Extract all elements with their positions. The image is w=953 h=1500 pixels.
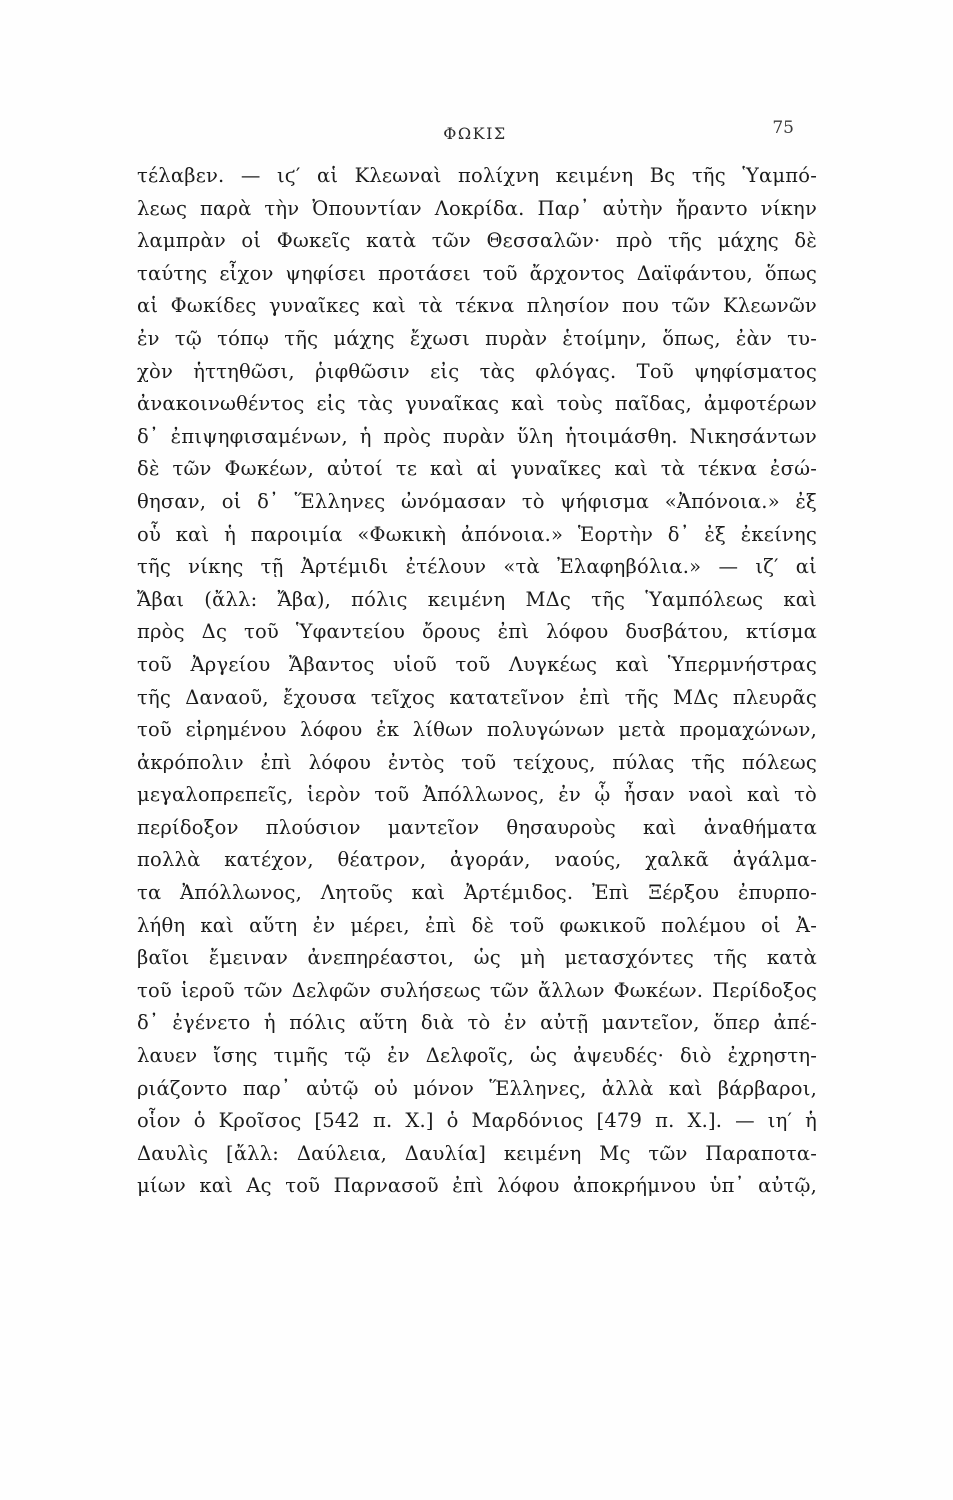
- text-line: λήθη καὶ αὕτη ἐν μέρει, ἐπὶ δὲ τοῦ φωκικοῦ πολέμου οἱ Ἀ-: [137, 913, 817, 937]
- text-line: ριάζοντο παρ᾽ αὐτῷ οὐ μόνον Ἕλληνες, ἀλλὰ καὶ βάρβαροι,: [137, 1076, 817, 1100]
- text-line: τοῦ Ἀργείου Ἄβαντος υἱοῦ τοῦ Λυγκέως καὶ Ὑπερμνήστρας: [137, 652, 817, 676]
- running-head: [150, 118, 800, 148]
- text-line: αἱ Φωκίδες γυναῖκες καὶ τὰ τέκνα πλησίον που τῶν Κλεωνῶν: [137, 294, 817, 318]
- text-line: τοῦ ἱεροῦ τῶν Δελφῶν συλήσεως τῶν ἄλλων Φωκέων. Περίδοξος: [137, 978, 817, 1002]
- text-line: βαῖοι ἔμειναν ἀνεπηρέαστοι, ὡς μὴ μετασχόντες τῆς κατὰ: [137, 946, 817, 970]
- text-line: τέλαβεν. — ιϛ′ αἱ Κλεωναὶ πολίχνη κειμένη Βς τῆς Ὑαμπό-: [137, 164, 817, 187]
- text-line: χὸν ἡττηθῶσι, ῥιφθῶσιν εἰς τὰς φλόγας. Τοῦ ψηφίσματος: [137, 359, 817, 383]
- text-line: ἀνακοινωθέντος εἰς τὰς γυναῖκας καὶ τοὺς παῖδας, ἀμφοτέρων: [137, 392, 817, 416]
- text-line: λαυεν ἴσης τιμῆς τῷ ἐν Δελφοῖς, ὡς ἀψευδές· διὸ ἐχρηστη-: [137, 1044, 817, 1068]
- text-line: τῆς νίκης τῇ Ἀρτέμιδι ἐτέλουν «τὰ Ἐλαφηβόλια.» — ιζ′ αἱ: [137, 555, 817, 579]
- text-line: ταύτης εἶχον ψηφίσει προτάσει τοῦ ἄρχοντος Δαϊφάντου, ὅπως: [137, 261, 817, 285]
- text-line: δ᾽ ἐπιψηφισαμένων, ἡ πρὸς πυρὰν ὕλη ἡτοιμάσθη. Νικησάντων: [137, 424, 817, 448]
- text-line: ἀκρόπολιν ἐπὶ λόφου ἐντὸς τοῦ τείχους, πύλας τῆς πόλεως: [137, 750, 817, 774]
- body-text: [137, 160, 817, 1236]
- text-line: θησαν, οἱ δ᾽ Ἕλληνες ὠνόμασαν τὸ ψήφισμα «Ἀπόνοια.» ἐξ: [137, 489, 817, 513]
- text-line: λεως παρὰ τὴν Ὀπουντίαν Λοκρίδα. Παρ᾽ αὐτὴν ἤραντο νίκην: [137, 196, 817, 220]
- text-line: περίδοξον πλούσιον μαντεῖον θησαυροὺς καὶ ἀναθήματα: [137, 815, 817, 839]
- text-line: πολλὰ κατέχον, θέατρον, ἀγοράν, ναούς, χαλκᾶ ἀγάλμα-: [137, 848, 817, 872]
- text-line: Δαυλὶς [ἄλλ: Δαύλεια, Δαυλία] κειμένη Μς τῶν Παραποτα-: [137, 1141, 817, 1165]
- text-line: ἐν τῷ τόπῳ τῆς μάχης ἔχωσι πυρὰν ἑτοίμην, ὅπως, ἐὰν τυ-: [137, 326, 817, 350]
- text-line: μίων καὶ Ας τοῦ Παρνασοῦ ἐπὶ λόφου ἀποκρήμνου ὑπ᾽ αὐτῷ,: [137, 1174, 817, 1198]
- text-line: οἷον ὁ Κροῖσος [542 π. Χ.] ὁ Μαρδόνιος [479 π. Χ.]. — ιη′ ἡ: [137, 1109, 817, 1133]
- text-line: Ἄβαι (ἄλλ: Ἄβα), πόλις κειμένη ΜΔς τῆς Ὑαμπόλεως καὶ: [137, 587, 817, 611]
- text-line: μεγαλοπρεπεῖς, ἱερὸν τοῦ Ἀπόλλωνος, ἐν ᾧ ἦσαν ναοὶ καὶ τὸ: [137, 783, 817, 807]
- text-line: τα Ἀπόλλωνος, Λητοῦς καὶ Ἀρτέμιδος. Ἐπὶ Ξέρξου ἐπυρπο-: [137, 881, 817, 905]
- page-number: 75: [772, 118, 794, 138]
- running-head-title: ΦΩΚΙΣ: [443, 124, 507, 143]
- text-line: τῆς Δαναοῦ, ἔχουσα τεῖχος κατατεῖνον ἐπὶ τῆς ΜΔς πλευρᾶς: [137, 685, 817, 709]
- text-line: οὗ καὶ ἡ παροιμία «Φωκικὴ ἀπόνοια.» Ἑορτὴν δ᾽ ἐξ ἐκείνης: [137, 522, 817, 546]
- text-line: λαμπρὰν οἱ Φωκεῖς κατὰ τῶν Θεσσαλῶν· πρὸ τῆς μάχης δὲ: [137, 229, 817, 253]
- text-line: τοῦ εἰρημένου λόφου ἐκ λίθων πολυγώνων μετὰ προμαχώνων,: [137, 718, 817, 742]
- text-line: δ᾽ ἐγένετο ἡ πόλις αὕτη διὰ τὸ ἐν αὐτῇ μαντεῖον, ὅπερ ἀπέ-: [137, 1011, 817, 1035]
- text-line: [137, 1203, 817, 1236]
- text-line: πρὸς Δς τοῦ Ὑφαντείου ὄρους ἐπὶ λόφου δυσβάτου, κτίσμα: [137, 620, 817, 644]
- text-line: δὲ τῶν Φωκέων, αὐτοί τε καὶ αἱ γυναῖκες καὶ τὰ τέκνα ἐσώ-: [137, 457, 817, 481]
